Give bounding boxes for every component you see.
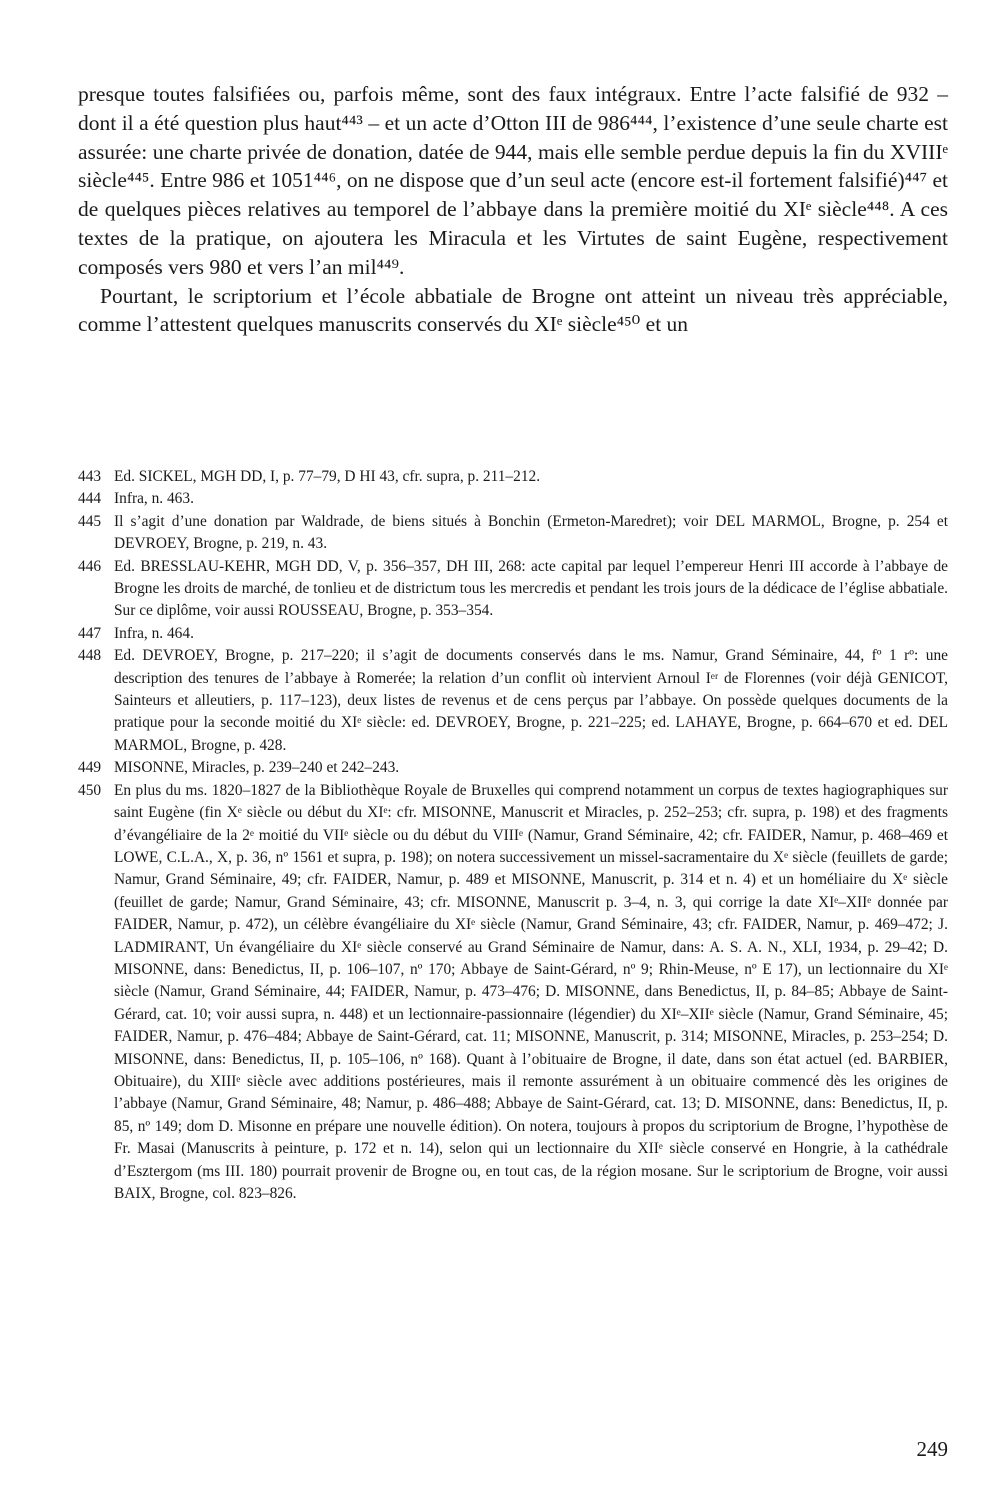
footnote-number: 445 xyxy=(78,512,102,530)
page-number: 249 xyxy=(916,1437,948,1461)
footnote-text: MISONNE, Miracles, p. 239–240 et 242–243. xyxy=(114,759,400,777)
footnote xyxy=(78,556,948,623)
paragraph-2: Pourtant, le scriptorium et l’école abbatiale de Brogne ont atteint un niveau très appréciable, comme l’attestent quelques manuscrits conservés du XIᵉ siècle⁴⁵⁰ et un xyxy=(78,283,948,337)
footnote-number: 449 xyxy=(78,759,102,777)
footnote-number: 444 xyxy=(78,490,102,508)
footnote-text: Infra, n. 464. xyxy=(114,624,194,642)
footnote-text: Ed. DEVROEY, Brogne, p. 217–220; il s’agit de documents conservés dans le ms. Namur, Grand Séminaire, 44, fº 1 rº: une description des tenures de l’abbaye à Romerée; la relation d’un conflit où intervient Arnoul Iᵉʳ de Florennes (voir déjà GENICOT, Sainteurs et alleutiers, p. 117–123), deux listes de revenus et de cens perçus par l’abbaye. On possède quelques documents de la pratique pour la seconde moitié du XIᵉ siècle: ed. DEVROEY, Brogne, p. 221–225; ed. LAHAYE, Brogne, p. 664–670 et ed. DEL MARMOL, Brogne, p. 428. xyxy=(114,647,948,754)
footnote-text: Infra, n. 463. xyxy=(114,490,194,508)
footnote-text: En plus du ms. 1820–1827 de la Bibliothèque Royale de Bruxelles qui comprend notamment un corpus de textes hagiographiques sur saint Eugène (fin Xᵉ siècle ou début du XIᵉ: cfr. MISONNE, Manuscrit et Miracles, p. 252–253; cfr. supra, p. 198) et des fragments d’évangéliaire de la 2ᵉ moitié du VIIᵉ siècle ou du début du VIIIᵉ (Namur, Grand Séminaire, 42; cfr. FAIDER, Namur, p. 468–469 et LOWE, C.L.A., X, p. 36, nº 1561 et supra, p. 198); on notera successivement un missel-sacramentaire du Xᵉ siècle (feuillets de garde; Namur, Grand Séminaire, 49; cfr. FAIDER, Namur, p. 489 et MISONNE, Manuscrit, p. 314 et n. 4) et un homéliaire du Xᵉ siècle (feuillet de garde; Namur, Grand Séminaire, 43; cfr. MISONNE, Manuscrit p. 3–4, n. 3, qui corrige la date XIᵉ–XIIᵉ donnée par FAIDER, Namur, p. 472), un célèbre évangéliaire du XIᵉ siècle (Namur, Grand Séminaire, 43; cfr. FAIDER, Namur, p. 469–472; J. LADMIRANT, Un évangéliaire du XIᵉ siècle conservé au Grand Séminaire de Namur, dans: A. S. A. N., XLI, 1934, p. 29–42; D. MISONNE, dans: Benedictus, II, p. 106–107, nº 170; Abbaye de Saint-Gérard, nº 9; Rhin-Meuse, nº E 17), un lectionnaire du XIᵉ siècle (Namur, Grand Séminaire, 44; FAIDER, Namur, p. 473–476; D. MISONNE, dans Benedictus, II, p. 84–85; Abbaye de Saint-Gérard, cat. 10; voir aussi supra, n. 448) et un lectionnaire-passionnaire (légendier) du XIᵉ–XIIᵉ siècle (Namur, Grand Séminaire, 45; FAIDER, Namur, p. 476–484; Abbaye de Saint-Gérard, cat. 11; MISONNE, Manuscrit, p. 314; MISONNE, Miracles, p. 253–254; D. MISONNE, dans: Benedictus, II, p. 105–106, nº 168). Quant à l’obituaire de Brogne, il date, dans son état actuel (ed. BARBIER, Obituaire), du XIIIᵉ siècle avec additions postérieures, mais il remonte assurément à un obituaire commencé dès les origines de l’abbaye (Namur, Grand Séminaire, 48; Namur, p. 486–488; Abbaye de Saint-Gérard, cat. 13; D. MISONNE, dans: Benedictus, II, p. 85, nº 149; dom D. Misonne en prépare une nouvelle édition). On notera, toujours à propos du scriptorium de Brogne, l’hypothèse de Fr. Masai (Manuscrits à peinture, p. 172 et n. 14), selon qui un lectionnaire du XIIᵉ siècle conservé en Hongrie, à la cathédrale d’Esztergom (ms III. 180) pourrait provenir de Brogne ou, en tout cas, de la région mosane. Sur le scriptorium de Brogne, voir aussi BAIX, Brogne, col. 823–826. xyxy=(114,781,948,1202)
footnote-text: Il s’agit d’une donation par Waldrade, de biens situés à Bonchin (Ermeton-Maredret); voir DEL MARMOL, Brogne, p. 254 et DEVROEY, Brogne, p. 219, n. 43. xyxy=(114,512,948,553)
paragraph-1: presque toutes falsifiées ou, parfois même, sont des faux intégraux. Entre l’acte falsifié de 932 – dont il a été question plus haut⁴⁴³ – et un acte d’Otton III de 986⁴⁴⁴, l’existence d’une seule charte est assurée: une charte privée de donation, datée de 944, mais elle semble perdue depuis la fin du XVIIIᵉ siècle⁴⁴⁵. Entre 986 et 1051⁴⁴⁶, on ne dispose que d’un seul acte (encore est-il fortement falsifié)⁴⁴⁷ et de quelques pièces relatives au temporel de l’abbaye dans la première moitié du XIᵉ siècle⁴⁴⁸. A ces textes de la pratique, on ajoutera les Miracula et les Virtutes de saint Eugène, respectivement composés vers 980 et vers l’an mil⁴⁴⁹. xyxy=(78,82,948,279)
footnote xyxy=(78,623,948,645)
footnote xyxy=(78,757,948,779)
footnote-number: 447 xyxy=(78,624,102,642)
footnote xyxy=(78,780,948,1206)
footnote-number: 443 xyxy=(78,468,102,485)
footnote xyxy=(78,488,948,510)
footnote xyxy=(78,466,948,488)
footnote-number: 448 xyxy=(78,647,102,665)
footnote-number: 446 xyxy=(78,557,102,575)
footnotes xyxy=(78,466,948,1205)
footnote-text: Ed. BRESSLAU-KEHR, MGH DD, V, p. 356–357, DH III, 268: acte capital par lequel l’empereur Henri III accorde à l’abbaye de Brogne les droits de marché, de tonlieu et de districtum tous les mercredis et pendant les trois jours de la dédicace de l’église abbatiale. Sur ce diplôme, voir aussi ROUSSEAU, Brogne, p. 353–354. xyxy=(114,557,948,620)
footnote-number: 450 xyxy=(78,781,102,799)
footnote-text: Ed. SICKEL, MGH DD, I, p. 77–79, D HI 43, cfr. supra, p. 211–212. xyxy=(114,468,541,485)
main-text xyxy=(78,80,948,339)
footnote xyxy=(78,645,948,757)
footnote xyxy=(78,511,948,556)
